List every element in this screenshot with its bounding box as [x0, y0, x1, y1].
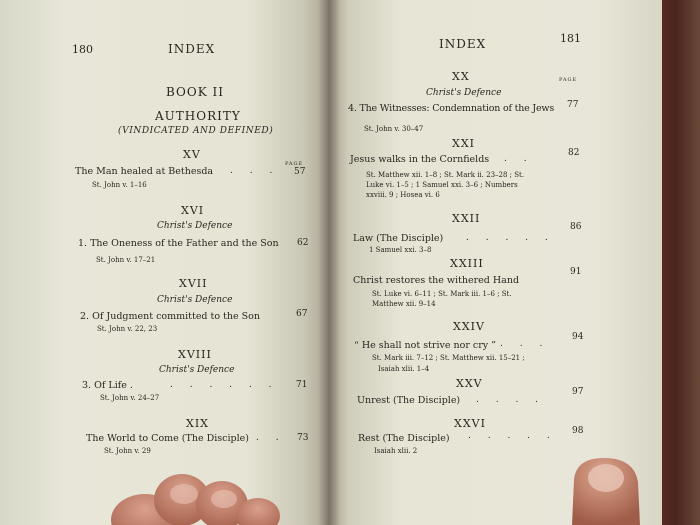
scripture-reference: xxviii. 9 ; Hosea vi. 6: [366, 191, 440, 199]
chapter-subtitle: Christ's Defence: [426, 88, 502, 98]
index-entry: 4. The Witnesses: Condemnation of the Jews: [348, 103, 555, 114]
chapter-numeral: XX: [452, 70, 470, 83]
chapter-numeral: XXIII: [450, 257, 484, 270]
scripture-reference: St. Luke vi. 6–11 ; St. Mark iii. 1–6 ; St.: [372, 290, 512, 298]
entry-page-number: 98: [572, 426, 584, 436]
entry-page-number: 94: [572, 332, 584, 342]
scripture-reference: St. John v. 29: [104, 447, 151, 455]
scripture-reference: St. John v. 1–16: [92, 181, 147, 189]
index-entry: Jesus walks in the Cornfields: [350, 154, 490, 165]
index-entry: 1. The Oneness of the Father and the Son: [78, 238, 279, 249]
leader-dots: . . .: [500, 339, 550, 349]
page-column-label: PAGE: [559, 77, 578, 83]
index-entry: “ He shall not strive nor cry ”: [354, 340, 497, 351]
chapter-numeral: XV: [183, 148, 201, 161]
index-entry: Christ restores the withered Hand: [353, 275, 520, 286]
scripture-reference: Isaiah xlii. 1–4: [378, 365, 430, 373]
entry-page-number: 57: [294, 167, 306, 177]
left-page-number: 180: [72, 43, 93, 56]
scripture-reference: St. John v. 22, 23: [97, 325, 158, 333]
right-page-number: 181: [560, 32, 581, 45]
index-entry: 3. Of Life .: [82, 380, 133, 391]
entry-page-number: 71: [296, 380, 308, 390]
scripture-reference: Luke vi. 1–5 ; 1 Samuel xxi. 3–6 ; Numbers: [366, 181, 518, 189]
chapter-numeral: XXVI: [454, 417, 486, 430]
scripture-reference: St. John v. 30–47: [364, 125, 424, 133]
leader-dots: . . . . .: [468, 431, 557, 441]
entry-page-number: 77: [567, 100, 579, 110]
leader-dots: . .: [256, 433, 286, 443]
left-page-header-title: INDEX: [168, 42, 216, 56]
scripture-reference: St. Mark iii. 7–12 ; St. Matthew xii. 15–21 ;: [372, 354, 525, 362]
entry-page-number: 67: [296, 309, 308, 319]
scripture-reference: 1 Samuel xxi. 3–8: [369, 246, 432, 254]
page-column-label: PAGE: [285, 161, 304, 167]
scripture-reference: Isaiah xlii. 2: [374, 447, 418, 455]
entry-page-number: 86: [570, 222, 582, 232]
index-entry: Law (The Disciple): [353, 233, 444, 244]
right-thumb: [572, 458, 640, 525]
scripture-reference: St. Matthew xii. 1–8 ; St. Mark ii. 23–28 ; St.: [366, 171, 525, 179]
leader-dots: . . .: [230, 166, 280, 176]
chapter-numeral: XXIV: [453, 320, 485, 333]
leader-dots: . . . .: [476, 395, 546, 405]
index-entry: 2. Of Judgment committed to the Son: [80, 311, 261, 322]
entry-page-number: 97: [572, 387, 584, 397]
leader-dots: . .: [504, 154, 534, 164]
left-hand-fingers: [111, 474, 280, 525]
chapter-subtitle: Christ's Defence: [157, 221, 233, 231]
section-title: AUTHORITY: [155, 109, 241, 123]
leader-dots: . . . . . .: [170, 380, 279, 390]
chapter-numeral: XVI: [181, 204, 205, 217]
index-entry: Unrest (The Disciple): [357, 395, 461, 406]
scripture-reference: Matthew xii. 9–14: [372, 300, 436, 308]
chapter-numeral: XXV: [456, 377, 483, 390]
book-heading: BOOK II: [166, 85, 224, 99]
leader-dots: . . . . .: [466, 233, 555, 243]
index-entry: Rest (The Disciple): [358, 433, 450, 444]
chapter-numeral: XVII: [179, 277, 208, 290]
entry-page-number: 62: [297, 238, 309, 248]
index-entry: The Man healed at Bethesda: [75, 166, 214, 177]
right-page-header-title: INDEX: [439, 37, 487, 51]
chapter-numeral: XXII: [452, 212, 481, 225]
section-subtitle: (VINDICATED AND DEFINED): [118, 126, 274, 136]
chapter-numeral: XXI: [452, 137, 476, 150]
index-entry: The World to Come (The Disciple): [86, 433, 249, 444]
chapter-subtitle: Christ's Defence: [159, 365, 235, 375]
entry-page-number: 73: [297, 433, 309, 443]
chapter-numeral: XIX: [186, 417, 210, 430]
chapter-subtitle: Christ's Defence: [157, 295, 233, 305]
scripture-reference: St. John v. 17–21: [96, 256, 156, 264]
entry-page-number: 91: [570, 267, 582, 277]
entry-page-number: 82: [568, 148, 580, 158]
chapter-numeral: XVIII: [178, 348, 212, 361]
scripture-reference: St. John v. 24–27: [100, 394, 160, 402]
